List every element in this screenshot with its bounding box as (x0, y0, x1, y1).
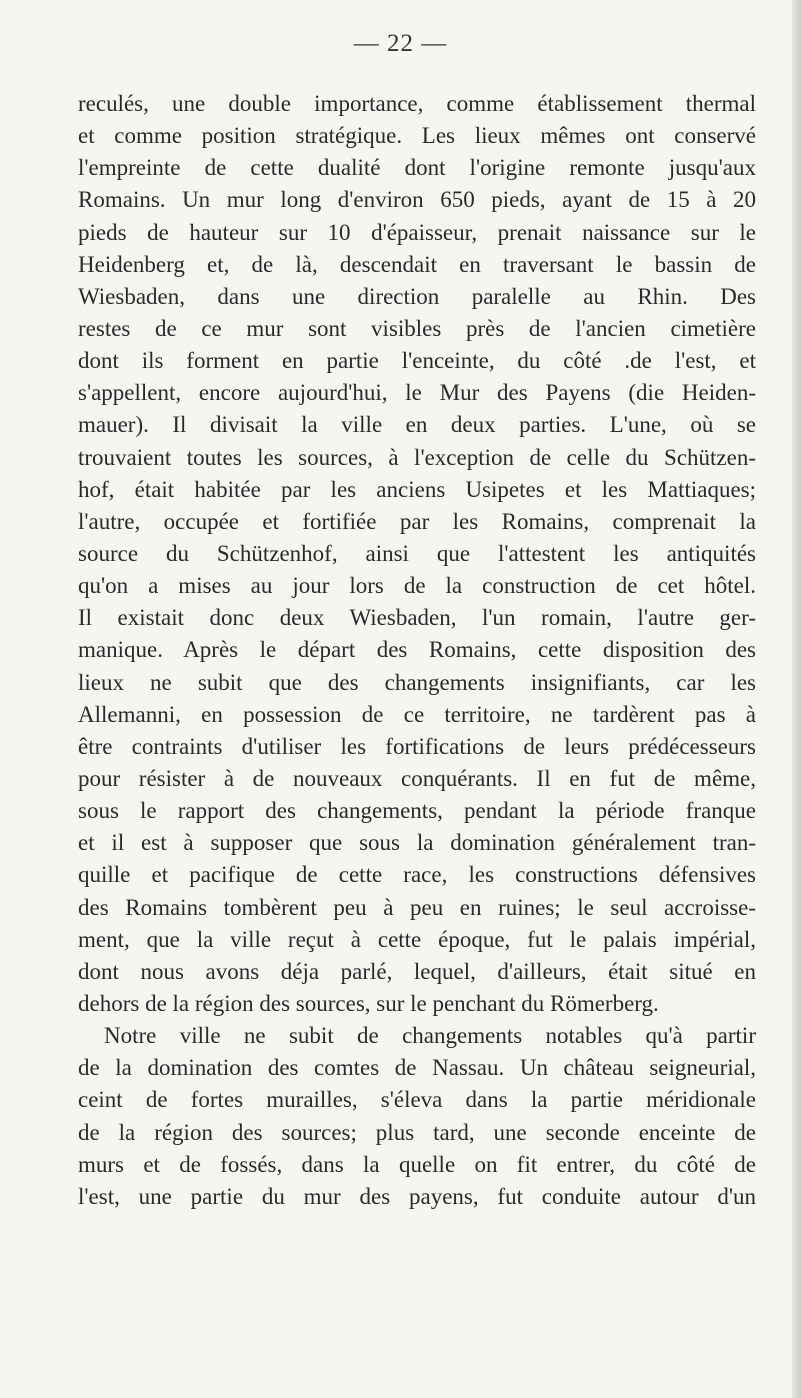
text-line: et il est à supposer que sous la domination généralement tran- (78, 830, 756, 856)
text-line: Il existait donc deux Wiesbaden, l'un romain, l'autre ger- (78, 605, 756, 631)
page-edge (792, 0, 801, 1398)
text-line: des Romains tombèrent peu à peu en ruines; le seul accroisse- (78, 894, 756, 920)
text-line: hof, était habitée par les anciens Usipetes et les Mattiaques; (78, 476, 756, 502)
text-line: sous le rapport des changements, pendant la période franque (78, 798, 756, 824)
text-line: pieds de hauteur sur 10 d'épaisseur, prenait naissance sur le (78, 219, 756, 245)
text-line: de la domination des comtes de Nassau. Un château seigneurial, (78, 1055, 756, 1081)
text-line: et comme position stratégique. Les lieux mêmes ont conservé (78, 123, 756, 149)
text-line: dont ils forment en partie l'enceinte, du côté .de l'est, et (78, 348, 756, 374)
text-line: s'appellent, encore aujourd'hui, le Mur des Payens (die Heiden- (78, 380, 756, 406)
text-line: l'empreinte de cette dualité dont l'origine remonte jusqu'aux (78, 155, 756, 181)
text-line: l'est, une partie du mur des payens, fut conduite autour d'un (78, 1183, 756, 1209)
body-text (78, 88, 756, 1213)
text-line: reculés, une double importance, comme établissement thermal (78, 91, 756, 116)
text-line: ment, que la ville reçut à cette époque, fut le palais impérial, (78, 926, 756, 952)
text-line: dont nous avons déja parlé, lequel, d'ailleurs, était situé en (78, 958, 756, 984)
text-line: mauer). Il divisait la ville en deux parties. L'une, où se (78, 412, 756, 438)
text-line: ceint de fortes murailles, s'éleva dans la partie méridionale (78, 1087, 756, 1113)
text-line: lieux ne subit que des changements insignifiants, car les (78, 669, 756, 695)
text-line: pour résister à de nouveaux conquérants. Il en fut de même, (78, 765, 756, 791)
text-line: trouvaient toutes les sources, à l'exception de celle du Schützen- (78, 444, 756, 470)
text-line: manique. Après le départ des Romains, cette disposition des (78, 637, 756, 663)
text-line: Romains. Un mur long d'environ 650 pieds, ayant de 15 à 20 (78, 187, 756, 213)
text-line: restes de ce mur sont visibles près de l'ancien cimetière (78, 315, 756, 341)
text-line: de la région des sources; plus tard, une seconde enceinte de (78, 1119, 756, 1145)
text-line: dehors de la région des sources, sur le penchant du Römerberg. (78, 990, 659, 1016)
text-line: Wiesbaden, dans une direction paralelle au Rhin. Des (78, 283, 756, 309)
paragraph-first-line: Notre ville ne subit de changements notables qu'à partir (104, 1023, 756, 1049)
text-line: quille et pacifique de cette race, les constructions défensives (78, 862, 756, 888)
text-line: l'autre, occupée et fortifiée par les Romains, comprenait la (78, 508, 756, 534)
text-line: être contraints d'utiliser les fortifications de leurs prédécesseurs (78, 733, 756, 759)
text-line: murs et de fossés, dans la quelle on fit entrer, du côté de (78, 1151, 756, 1177)
text-line: qu'on a mises au jour lors de la construction de cet hôtel. (78, 573, 756, 599)
text-line: Heidenberg et, de là, descendait en traversant le bassin de (78, 251, 756, 277)
page-number: — 22 — (353, 30, 448, 57)
text-line: Allemanni, en possession de ce territoire, ne tardèrent pas à (78, 701, 756, 727)
text-line: source du Schützenhof, ainsi que l'attestent les antiquités (78, 540, 756, 566)
